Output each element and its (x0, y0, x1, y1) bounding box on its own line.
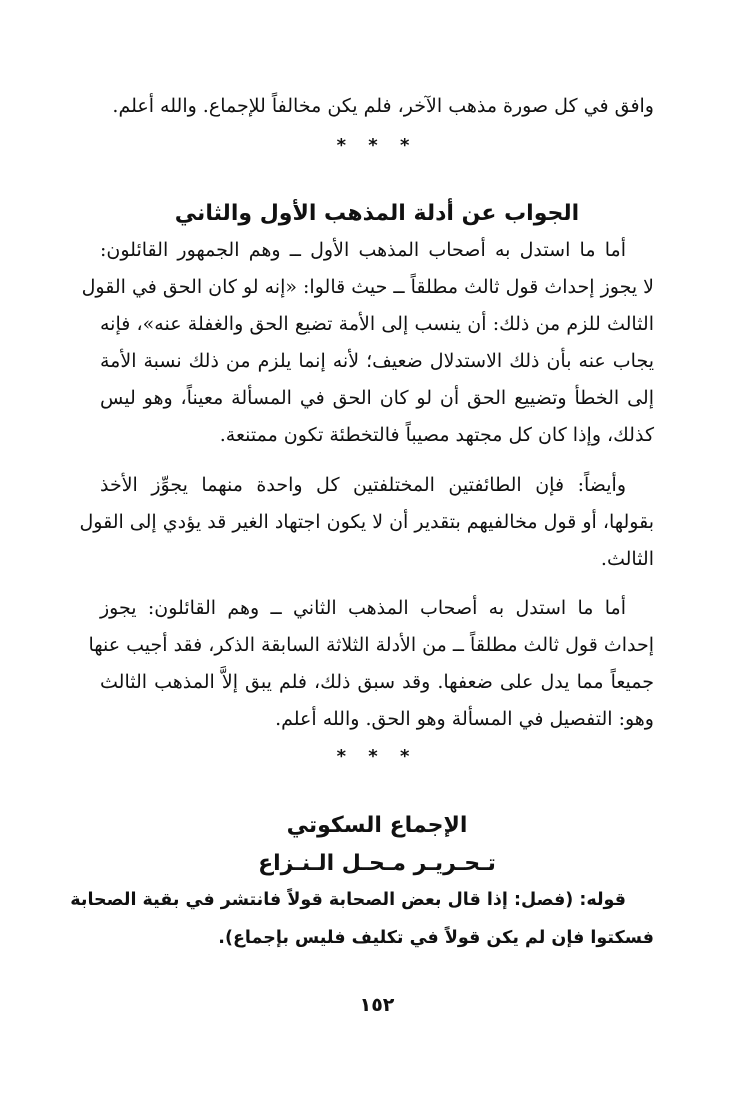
paragraph-line: الثالث. (600, 548, 654, 570)
section-separator: * * * (336, 746, 418, 767)
paragraph-line: جميعاً مما يدل على ضعفها. وقد سبق ذلك، فلم يبق إلاَّ المذهب الثالث (100, 671, 654, 693)
section-subheading: تـحـريـر مـحـل الـنـزاع (258, 851, 496, 876)
paragraph-line: بقولها، أو قول مخالفيهم بتقدير أن لا يكون اجتهاد الغير قد يؤدي إلى القول (79, 511, 654, 533)
quote-line: قوله: (فصل: إذا قال بعض الصحابة قولاً فانتشر في بقية الصحابة (70, 890, 626, 910)
paragraph-line: كذلك، وإذا كان كل مجتهد مصيباً فالتخطئة تكون ممتنعة. (219, 424, 654, 446)
paragraph-line: وأيضاً: فإن الطائفتين المختلفتين كل واحدة منهما يجوِّز الأخذ (100, 474, 626, 496)
opening-line: وافق في كل صورة مذهب الآخر، فلم يكن مخالفاً للإجماع. والله أعلم. (112, 95, 654, 117)
paragraph-line: أما ما استدل به أصحاب المذهب الثاني ــ وهم القائلون: يجوز (100, 597, 626, 619)
paragraph-line: لا يجوز إحداث قول ثالث مطلقاً ــ حيث قالوا: «إنه لو كان الحق في القول (81, 276, 654, 298)
page-number: ١٥٢ (359, 994, 395, 1016)
paragraph-line: يجاب عنه بأن ذلك الاستدلال ضعيف؛ لأنه إنما يلزم من ذلك نسبة الأمة (100, 350, 654, 372)
paragraph-line: الثالث للزم من ذلك: أن ينسب إلى الأمة تضيع الحق والغفلة عنه»، فإنه (100, 313, 654, 335)
section-separator: * * * (336, 135, 418, 156)
paragraph-line: وهو: التفصيل في المسألة وهو الحق. والله أعلم. (275, 708, 654, 730)
paragraph-line: أما ما استدل به أصحاب المذهب الأول ــ وهم الجمهور القائلون: (100, 239, 626, 261)
paragraph-line: إلى الخطأ وتضييع الحق أن لو كان الحق في المسألة معيناً، وهو ليس (100, 387, 654, 409)
paragraph-line: إحداث قول ثالث مطلقاً ــ من الأدلة الثلاثة السابقة الذكر، فقد أجيب عنها (88, 634, 654, 656)
quote-line: فسكتوا فإن لم يكن قولاً في تكليف فليس بإجماع). (218, 928, 654, 948)
section-heading: الجواب عن أدلة المذهب الأول والثاني (174, 201, 580, 226)
section-heading: الإجماع السكوتي (286, 813, 468, 838)
